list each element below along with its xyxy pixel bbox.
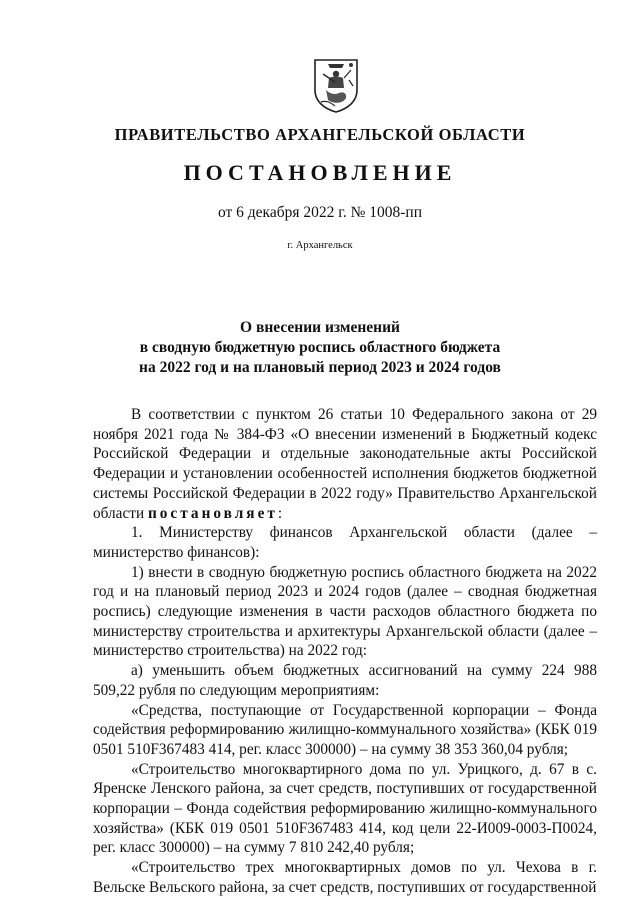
- preamble-end: :: [277, 504, 283, 522]
- government-name: ПРАВИТЕЛЬСТВО АРХАНГЕЛЬСКОЙ ОБЛАСТИ: [114, 125, 526, 144]
- document-body: [93, 405, 597, 898]
- paragraph-1-1: 1) внести в сводную бюджетную роспись областного бюджета на 2022 год и на плановый период 2023 и 2024 годов (далее – сводная бюджетная роспись) следующие изменения в части расходов областного бюджета по министерству строительства и архитектуры Архангельской области (далее – министерство строительства) на 2022 год:: [93, 563, 597, 660]
- paragraph-item-1: «Средства, поступающие от Государственной корпорации – Фонда содействия реформированию жилищно-коммунального хозяйства» (КБК 019 0501 510F367483 414, рег. класс 300000) – на сумму 38 353 360,04 рубля;: [93, 701, 597, 758]
- city: г. Архангельск: [287, 240, 353, 251]
- paragraph-preamble: [93, 405, 597, 523]
- paragraph-item-2: «Строительство многоквартирного дома по ул. Урицкого, д. 67 в с. Яренске Ленского района, за счет средств, поступивших от государственной корпорации – Фонда содействия реформированию жилищно-коммунального хозяйства» (КБК 019 0501 510F367483 414, код цели 22-И009-0003-П0024, рег. класс 300000) – на сумму 7 810 242,40 рубля;: [93, 760, 597, 857]
- date-number: от 6 декабря 2022 г. № 1008-пп: [217, 204, 423, 221]
- arkhangelsk-coat-of-arms-icon: [311, 56, 361, 114]
- title-line-3: на 2022 год и на плановый период 2023 и 2024 годов: [139, 359, 501, 376]
- paragraph-item-3: «Строительство трех многоквартирных домов по ул. Чехова в г. Вельске Вельского района, за счет средств, поступивших от государственной: [93, 859, 597, 896]
- document-type: ПОСТАНОВЛЕНИЕ: [183, 160, 457, 185]
- resolves-word: постановляет: [147, 504, 278, 522]
- title-line-1: О внесении изменений: [240, 319, 400, 336]
- title-line-2: в сводную бюджетную роспись областного бюджета: [139, 339, 501, 356]
- document-title: [0, 318, 640, 378]
- preamble-text: В соответствии с пунктом 26 статьи 10 Федерального закона от 29 ноября 2021 года № 384-ФЗ «О внесении изменений в Бюджетный кодекс Российской Федерации и отдельные законодательные акты Российской Федерации и установлении особенностей исполнения бюджетов бюджетной системы Российской Федерации в 2022 году» Правительство Архангельской области: [93, 406, 597, 522]
- paragraph-a: а) уменьшить объем бюджетных ассигнований на сумму 224 988 509,22 рубля по следующим мероприятиям:: [93, 662, 597, 699]
- paragraph-1: 1. Министерству финансов Архангельской области (далее – министерство финансов):: [93, 524, 597, 561]
